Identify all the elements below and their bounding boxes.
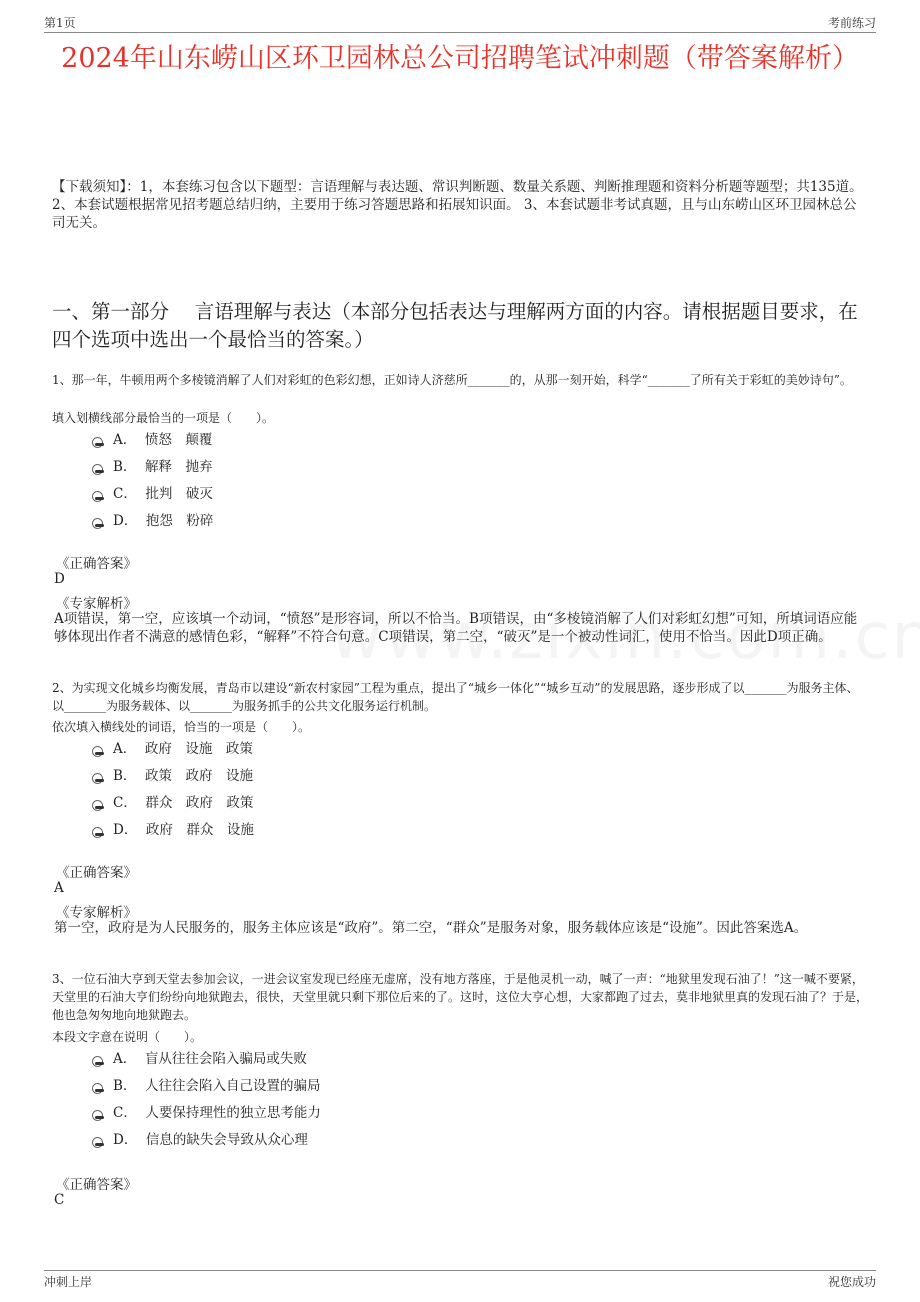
option-a[interactable]: A． 政府 设施 政策	[92, 739, 254, 766]
question-2-explanation: 第一空，政府是为人民服务的，服务主体应该是“政府”。第二空，“群众”是服务对象，服务载体应该是“设施”。因此答案选A。	[54, 920, 808, 936]
question-2-options	[92, 739, 254, 847]
answer-label: 《正确答案》	[56, 865, 137, 881]
page-footer	[44, 1270, 876, 1291]
question-2-stem: 2、为实现文化城乡均衡发展，青岛市以建设“新农村家园”工程为重点，提出了“城乡一体化”“城乡互动”的发展思路，逐步形成了以_______为服务主体、以_______为服务载体、以_______为服务抓手的公共文化服务运行机制。	[52, 681, 859, 713]
question-1-answer: D	[54, 571, 65, 587]
radio-icon[interactable]	[92, 1110, 103, 1121]
radio-icon[interactable]	[92, 464, 103, 475]
question-3-options	[92, 1049, 321, 1157]
question-3-answer: C	[54, 1192, 65, 1208]
question-1-explanation: A项错误，第一空，应该填一个动词，“愤怒”是形容词，所以不恰当。B项错误，由“多棱镜消解了人们对彩虹幻想”可知，所填词语应能够体现出作者不满意的感情色彩，“解释”不符合句意。C项错误，第二空，“破灭”是一个被动性词汇，使用不恰当。因此D项正确。	[54, 611, 858, 645]
question-2-answer: A	[54, 880, 64, 896]
option-a[interactable]: A． 愤怒 颠覆	[92, 430, 213, 457]
page-header	[44, 14, 876, 33]
radio-icon[interactable]	[92, 518, 103, 529]
question-2-prompt: 依次填入横线处的词语，恰当的一项是（ ）。	[52, 720, 311, 734]
answer-label: 《正确答案》	[56, 556, 137, 572]
option-c[interactable]: C． 人要保持理性的独立思考能力	[92, 1103, 321, 1130]
option-b[interactable]: B． 政策 政府 设施	[92, 766, 254, 793]
question-1-options	[92, 430, 213, 538]
option-c[interactable]: C． 群众 政府 政策	[92, 793, 254, 820]
explanation-label: 《专家解析》	[56, 596, 137, 612]
question-1-stem: 1、那一年，牛顿用两个多棱镜消解了人们对彩虹的色彩幻想，正如诗人济慈所_______的，从那一刻开始，科学“_______了所有关于彩虹的美妙诗句”。	[52, 373, 852, 387]
radio-icon[interactable]	[92, 800, 103, 811]
section-heading: 一、第一部分 言语理解与表达（本部分包括表达与理解两方面的内容。请根据题目要求，在四个选项中选出一个最恰当的答案。）	[52, 300, 858, 351]
question-1-prompt: 填入划横线部分最恰当的一项是（ ）。	[52, 411, 275, 425]
footer-left: 冲刺上岸	[44, 1275, 93, 1289]
answer-label: 《正确答案》	[56, 1177, 137, 1193]
question-3-prompt: 本段文字意在说明（ ）。	[52, 1030, 203, 1044]
radio-icon[interactable]	[92, 1056, 103, 1067]
explanation-label: 《专家解析》	[56, 905, 137, 921]
question-3-stem: 3、一位石油大亨到天堂去参加会议，一进会议室发现已经座无虚席，没有地方落座，于是他灵机一动，喊了一声：“地狱里发现石油了！”这一喊不要紧，天堂里的石油大亨们纷纷向地狱跑去，很快，天堂里就只剩下那位后来的了。这时，这位大亨心想，大家都跑了过去，莫非地狱里真的发现石油了？于是，他也急匆匆地向地狱跑去。	[52, 972, 869, 1022]
radio-icon[interactable]	[92, 1083, 103, 1094]
option-c[interactable]: C． 批判 破灭	[92, 484, 213, 511]
option-a[interactable]: A． 盲从往往会陷入骗局或失败	[92, 1049, 321, 1076]
radio-icon[interactable]	[92, 773, 103, 784]
radio-icon[interactable]	[92, 437, 103, 448]
footer-right: 祝您成功	[827, 1275, 876, 1289]
option-d[interactable]: D． 抱怨 粉碎	[92, 511, 213, 538]
download-notice: 【下载须知】：1，本套练习包含以下题型：言语理解与表达题、常识判断题、数量关系题、判断推理题和资料分析题等题型；共135道。 2、本套试题根据常见招考题总结归纳，主要用于练习答题思路和拓展知识面。 3、本套试题非考试真题，且与山东崂山区环卫园林总公司无关。	[52, 179, 863, 231]
radio-icon[interactable]	[92, 491, 103, 502]
page-number: 第1页	[44, 16, 76, 30]
radio-icon[interactable]	[92, 746, 103, 757]
option-b[interactable]: B． 解释 抛弃	[92, 457, 213, 484]
option-d[interactable]: D． 信息的缺失会导致从众心理	[92, 1130, 321, 1157]
radio-icon[interactable]	[92, 827, 103, 838]
radio-icon[interactable]	[92, 1137, 103, 1148]
option-b[interactable]: B． 人往往会陷入自己设置的骗局	[92, 1076, 321, 1103]
document-title: 2024年山东崂山区环卫园林总公司招聘笔试冲刺题（带答案解析）	[61, 43, 859, 74]
header-tag: 考前练习	[827, 16, 876, 30]
option-d[interactable]: D． 政府 群众 设施	[92, 820, 254, 847]
